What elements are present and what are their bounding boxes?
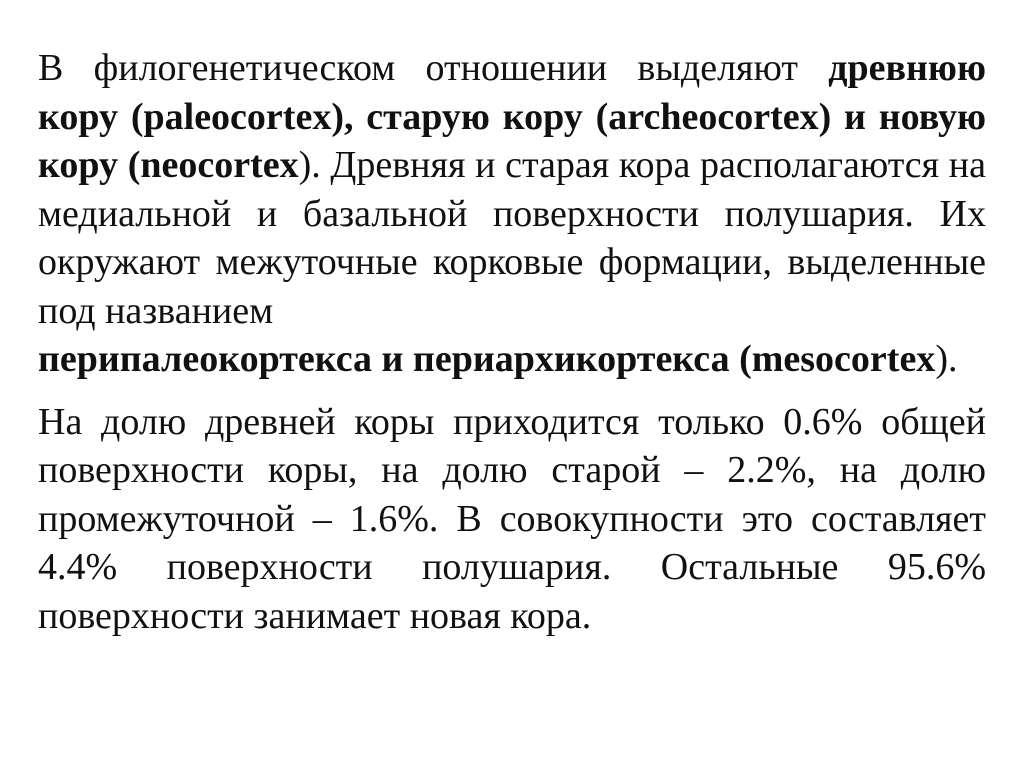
- paragraph-phylogenetic: [38, 44, 986, 384]
- text-location: ). Древняя и старая кора располагаются на медиальной и базальной поверхности полушария. Их окружают межуточные корковые формации, выделенные под названием: [38, 144, 986, 332]
- bold-mesocortex: перипалеокортекса и периархикортекса (mesocortex: [38, 338, 936, 380]
- text-end: ).: [935, 338, 958, 380]
- bold-cortex-types: древнюю кору (paleocortex), старую кору (archeocortex) и новую кору (neocortex: [38, 47, 986, 186]
- text-intro: В филогенетическом отношении выделяют: [38, 47, 829, 89]
- slide-body: [38, 44, 986, 640]
- paragraph-percentages: На долю древней коры приходится только 0.6% общей поверхности коры, на долю старой – 2.2%, на долю промежуточной – 1.6%. В совокупности это составляет 4.4% поверхности полушария. Остальные 95.6% поверхности занимает новая кора.: [38, 400, 986, 637]
